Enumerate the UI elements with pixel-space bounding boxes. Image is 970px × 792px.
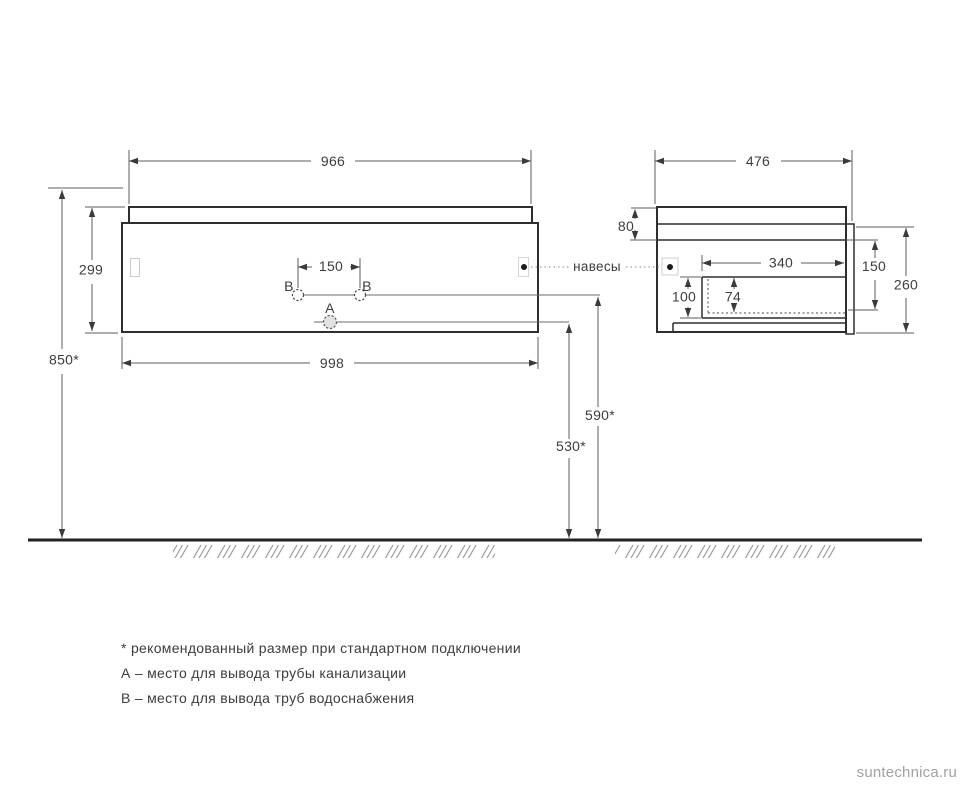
watermark: suntechnica.ru — [856, 764, 957, 781]
hanger-dot-front — [521, 264, 527, 270]
dim-side-depth: 476 — [745, 153, 771, 169]
dim-side-inner-width: 340 — [768, 254, 794, 271]
side-view-cabinet — [657, 207, 854, 334]
dimension-arrows — [59, 158, 909, 538]
dim-front-holes-spacing: 150 — [318, 258, 344, 274]
floor-hatch-left — [173, 543, 495, 558]
hanger-bracket-left — [131, 259, 140, 277]
label-hole-b-left: B — [284, 278, 294, 294]
note-b: В – место для вывода труб водоснабжения — [121, 690, 415, 706]
label-hole-b-right: B — [362, 278, 372, 294]
pipe-outlet-markers — [292, 290, 600, 329]
dimension-lines — [48, 150, 914, 538]
dim-front-bottom-width: 998 — [319, 355, 345, 371]
floor-hatch-right — [615, 543, 835, 558]
dim-side-left-inner-height: 100 — [671, 288, 697, 305]
dim-install-drain-height: 530* — [555, 438, 587, 454]
dim-install-top-height: 850* — [48, 351, 80, 368]
dim-side-overall-height: 260 — [893, 276, 919, 293]
dim-side-top-section: 80 — [617, 218, 635, 234]
notes-block — [121, 636, 521, 711]
floor-line — [28, 540, 922, 558]
dim-front-top-width: 966 — [320, 153, 346, 169]
hanger-dot-side — [667, 264, 673, 270]
label-hole-a: A — [325, 300, 335, 316]
dim-front-body-height: 299 — [78, 261, 104, 278]
dim-side-right-inner-height: 150 — [861, 258, 887, 274]
label-hangers: навесы — [573, 259, 621, 274]
note-a: А – место для вывода трубы канализации — [121, 665, 407, 681]
note-recommended: * рекомендованный размер при стандартном подключении — [121, 640, 521, 656]
dim-install-water-height: 590* — [584, 407, 616, 423]
hole-a — [324, 316, 337, 329]
front-countertop — [129, 207, 532, 223]
dim-side-inner-height: 74 — [724, 288, 742, 305]
hole-b-left — [293, 290, 304, 301]
dimension-labels — [49, 153, 918, 454]
